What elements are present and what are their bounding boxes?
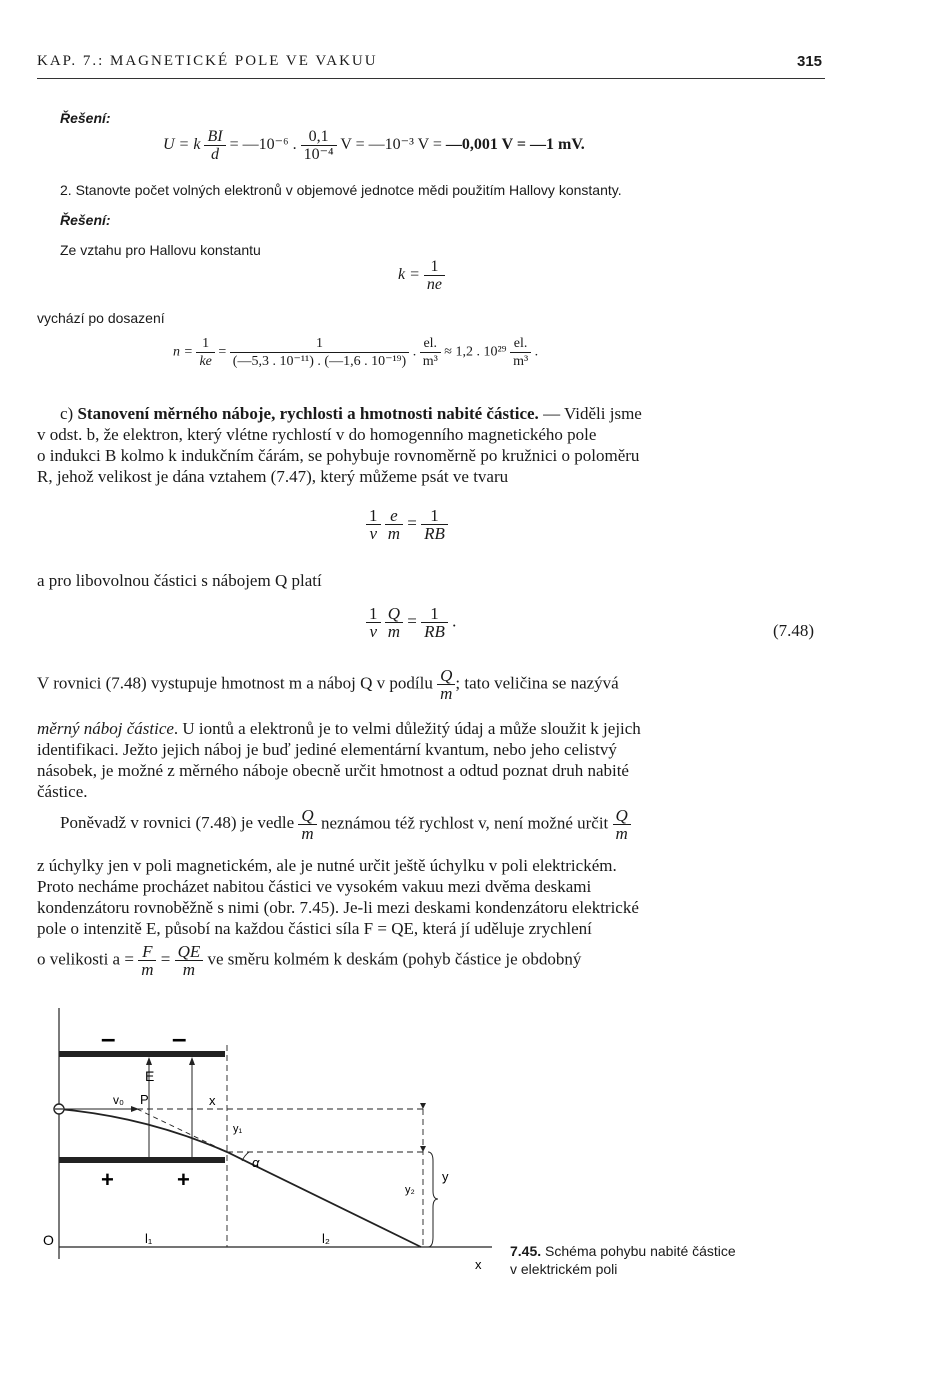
text-run: V rovnici (7.48) vystupuje hmotnost m a náboj Q v podílu: [37, 673, 433, 693]
eq-lhs: k =: [398, 266, 420, 284]
arrow-head: [420, 1146, 426, 1152]
frac-num: 1: [424, 258, 445, 276]
frac-num: 1: [366, 605, 381, 623]
frac-num: 1: [230, 335, 409, 353]
label-x-axis: x: [475, 1257, 482, 1272]
frac-num: 1: [366, 507, 381, 525]
frac-den: m: [387, 524, 401, 543]
plus-label: +: [101, 1167, 114, 1192]
text-run: neznámou též rychlost v, není možné určit: [320, 813, 609, 833]
frac-num: BI: [207, 128, 223, 145]
text-run: ve směru kolmém k deskám (pohyb částice je obdobný: [207, 949, 582, 969]
hall-intro: Ze vztahu pro Hallovu konstantu: [60, 242, 261, 258]
frac-den: m: [440, 684, 453, 703]
eq-sign: =: [407, 513, 417, 533]
frac-den: m³: [513, 354, 529, 369]
frac-num: 1: [421, 507, 448, 525]
running-header: KAP. 7.: MAGNETICKÉ POLE VE VAKUU: [37, 53, 378, 69]
frac-den: m: [615, 824, 628, 843]
eq-result: —0,001 V = —1 mV.: [445, 136, 585, 154]
label-l1: l₁: [145, 1231, 153, 1246]
frac-den: v: [369, 622, 378, 641]
header-rule: [37, 78, 825, 79]
text-run: o velikosti a =: [37, 949, 134, 969]
frac-den: (—5,3 . 10⁻¹¹) . (—1,6 . 10⁻¹⁹): [232, 354, 407, 369]
eq-lhs: n =: [173, 344, 193, 360]
frac-num: 0,1: [301, 128, 337, 146]
frac-den: RB: [424, 622, 445, 641]
negative-plate: [59, 1051, 225, 1057]
equation-label-7-48: (7.48): [773, 621, 815, 640]
frac-num: 1: [421, 605, 448, 623]
text-line: pole o intenzitě E, působí na každou částici síla F = QE, která jí uděluje zrychlení: [37, 919, 592, 938]
text-line: — Viděli jsme: [543, 404, 642, 423]
text-line: kondenzátoru rovnoběžně s nimi (obr. 7.45). Je-li mezi deskami kondenzátoru elektrické: [37, 898, 639, 917]
frac-den: m: [182, 960, 196, 979]
electric-deflection-paragraph: [37, 855, 825, 939]
label-y: y: [442, 1169, 449, 1184]
frac-den: m: [141, 960, 154, 979]
text-line: násobek, je možné z měrného náboje obecně určit hmotnost a odtud poznat druh nabité: [37, 761, 629, 780]
specific-charge-paragraph: [37, 718, 825, 802]
text-line: a pro libovolnou částici s nábojem Q platí: [37, 571, 322, 590]
solution-label-2: Řešení:: [60, 212, 111, 228]
frac-num: el.: [510, 335, 531, 353]
frac-den: m³: [422, 354, 438, 369]
eq-sign: =: [407, 611, 417, 631]
frac-num: el.: [420, 335, 441, 353]
frac-num: Q: [301, 806, 314, 825]
page-number: 315: [797, 53, 823, 70]
text-line: Proto necháme procházet nabitou částici ve vysokém vakuu mezi dvěma deskami: [37, 877, 592, 896]
text-run: ; tato veličina se nazývá: [455, 673, 619, 693]
label-x: x: [209, 1093, 216, 1108]
section-heading: Stanovení měrného náboje, rychlosti a hmotnosti nabité částice.: [77, 404, 539, 423]
equation-hall-constant: [398, 258, 445, 293]
minus-label: –: [101, 1023, 116, 1053]
equation-7-48: [366, 605, 456, 640]
frac-num: Q: [615, 806, 628, 825]
equation-7-47-form: [366, 507, 448, 542]
text-line: o indukci B kolmo k indukčním čárám, se pohybuje rovnoměrně po kružnici o poloměru: [37, 446, 640, 465]
frac-den: m: [387, 622, 401, 641]
text-line: částice.: [37, 782, 88, 801]
equation-electron-density: n = $\frac{1}{ke}$ = $\frac{1}{\text{(—5,3 . 10⁻¹¹) . (—1,6 . 10⁻¹⁹)}}$ . $\frac{el.}{\text{m³}}$ ≈ 1,2 . 10²⁹ $\frac{el.}{\text{m³}}$ .: [173, 336, 539, 369]
label-l2: l₂: [322, 1231, 330, 1246]
frac-num: QE: [177, 942, 201, 961]
eq-mid: = —10⁻⁶ .: [229, 136, 297, 154]
text-line: z úchylky jen v poli magnetickém, ale je nutné určit ještě úchylku v poli elektrickém.: [37, 856, 617, 875]
eq-dot: .: [452, 611, 457, 631]
arrow-head: [189, 1057, 195, 1065]
eq-lhs: U = k: [163, 136, 201, 154]
eq-approx: ≈ 1,2 . 10²⁹: [444, 344, 507, 360]
problem-2-text: 2. Stanovte počet volných elektronů v objemové jednotce mědi použitím Hallovy konstanty.: [60, 182, 622, 198]
eq-rhs: V = —10⁻³ V =: [340, 136, 442, 154]
equation-hall-voltage: [163, 128, 585, 163]
frac-den: RB: [424, 524, 445, 543]
label-P: P: [140, 1092, 149, 1107]
section-prefix: c): [60, 404, 74, 423]
frac-num: 1: [196, 335, 214, 353]
section-c-paragraph: [37, 403, 825, 487]
arrow-head: [146, 1057, 152, 1065]
frac-num: Q: [387, 604, 401, 623]
frac-den: 10⁻⁴: [303, 146, 334, 163]
text-line: v odst. b, že elektron, který vlétne rychlostí v do homogenního magnetického pole: [37, 425, 597, 444]
plus-label: +: [177, 1167, 190, 1192]
label-v0: v₀: [113, 1093, 124, 1107]
angle-arc: [242, 1152, 249, 1161]
frac-den: d: [211, 146, 219, 163]
arrow-head: [420, 1103, 426, 1109]
electric-deflection-line-1: [37, 807, 825, 842]
acceleration-line: [37, 943, 825, 978]
eq-sign: =: [218, 344, 227, 360]
caption-text: v elektrickém poli: [510, 1261, 618, 1277]
substitution-intro: vychází po dosazení: [37, 310, 165, 326]
text-run: . U iontů a elektronů je to velmi důležitý údaj a může sloužit k jejich: [173, 719, 641, 738]
caption-number: 7.45.: [510, 1243, 542, 1259]
text-run: Poněvadž v rovnici (7.48) je vedle: [60, 813, 295, 833]
term-specific-charge: měrný náboj částice: [37, 719, 174, 738]
minus-label: –: [172, 1023, 187, 1053]
frac-den: ne: [426, 276, 443, 293]
text-line: R, jehož velikost je dána vztahem (7.47), který můžeme psát ve tvaru: [37, 467, 509, 486]
specific-charge-line-1: [37, 667, 825, 702]
caption-text: Schéma pohybu nabité částice: [545, 1243, 736, 1259]
frac-den: ke: [199, 354, 212, 369]
eq-sign: =: [160, 949, 171, 969]
positive-plate: [59, 1157, 225, 1163]
label-alpha: α: [252, 1155, 260, 1170]
label-origin: O: [43, 1232, 54, 1248]
label-y2: y₂: [405, 1184, 415, 1196]
frac-num: e: [390, 506, 398, 525]
y-brace: [428, 1152, 438, 1247]
label-y1: y₁: [233, 1123, 243, 1135]
frac-den: v: [369, 524, 378, 543]
solution-label-1: Řešení:: [60, 110, 111, 126]
text-line: identifikaci. Ježto jejich náboj je buď jediné elementární kvantum, nebo jeho celistvý: [37, 740, 617, 759]
figure-capacitor-deflection: [37, 1005, 507, 1280]
frac-num: Q: [440, 666, 453, 685]
figure-caption: [510, 1242, 736, 1278]
frac-den: m: [301, 824, 314, 843]
frac-num: F: [142, 942, 153, 961]
label-E: E: [145, 1068, 155, 1084]
